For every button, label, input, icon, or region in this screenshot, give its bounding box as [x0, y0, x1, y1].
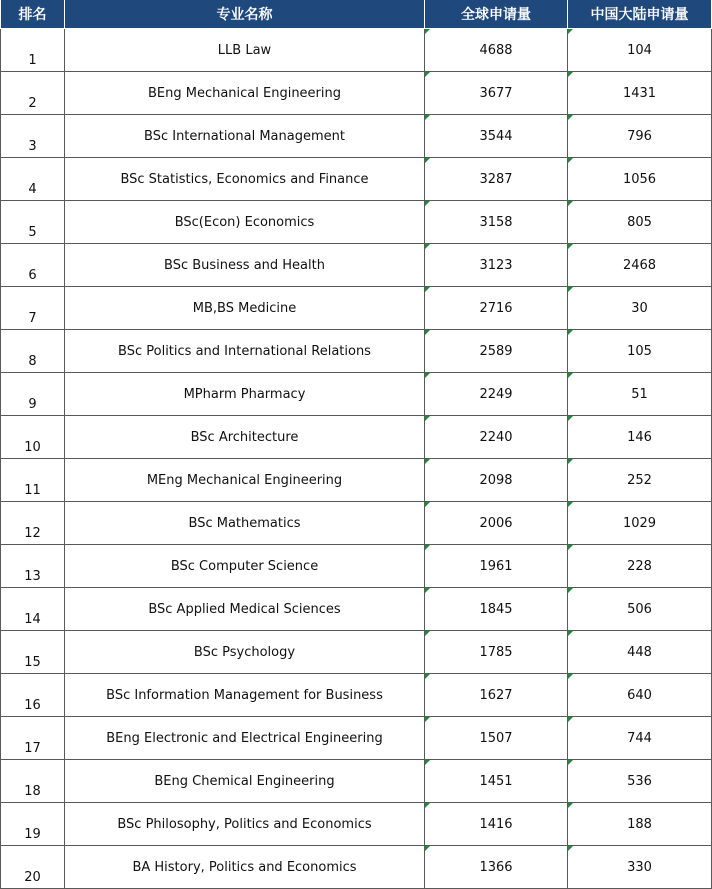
major-name-cell: BSc Applied Medical Sciences	[65, 588, 425, 631]
rank-cell: 7	[1, 287, 65, 330]
rank-cell: 4	[1, 158, 65, 201]
table-row	[1, 287, 712, 330]
table-row	[1, 244, 712, 287]
table-row	[1, 72, 712, 115]
rank-cell: 5	[1, 201, 65, 244]
rank-cell: 18	[1, 760, 65, 803]
global-applications-cell: 4688	[425, 29, 568, 72]
global-applications-cell: 2716	[425, 287, 568, 330]
global-applications-cell: 1961	[425, 545, 568, 588]
major-name-cell: BSc Mathematics	[65, 502, 425, 545]
major-name-cell: MPharm Pharmacy	[65, 373, 425, 416]
major-name-cell: MB,BS Medicine	[65, 287, 425, 330]
rank-cell: 20	[1, 846, 65, 889]
rank-cell: 9	[1, 373, 65, 416]
rank-cell: 19	[1, 803, 65, 846]
rank-cell: 3	[1, 115, 65, 158]
table-row	[1, 717, 712, 760]
major-name-cell: BEng Chemical Engineering	[65, 760, 425, 803]
table-row	[1, 330, 712, 373]
china-applications-cell: 146	[568, 416, 712, 459]
china-applications-cell: 51	[568, 373, 712, 416]
china-applications-cell: 536	[568, 760, 712, 803]
china-applications-cell: 506	[568, 588, 712, 631]
major-name-cell: LLB Law	[65, 29, 425, 72]
table-row	[1, 502, 712, 545]
table-row	[1, 201, 712, 244]
header-row	[1, 0, 712, 29]
global-applications-cell: 1416	[425, 803, 568, 846]
china-applications-cell: 448	[568, 631, 712, 674]
table-row	[1, 158, 712, 201]
china-applications-cell: 105	[568, 330, 712, 373]
global-applications-cell: 2006	[425, 502, 568, 545]
rank-cell: 11	[1, 459, 65, 502]
china-applications-cell: 796	[568, 115, 712, 158]
table-row	[1, 760, 712, 803]
china-applications-cell: 188	[568, 803, 712, 846]
table-row	[1, 846, 712, 889]
major-name-cell: BSc Information Management for Business	[65, 674, 425, 717]
header-china-applications: 中国大陆申请量	[568, 0, 712, 29]
table-body	[1, 29, 712, 889]
china-applications-cell: 228	[568, 545, 712, 588]
rank-cell: 17	[1, 717, 65, 760]
table-row	[1, 803, 712, 846]
global-applications-cell: 3677	[425, 72, 568, 115]
table-row	[1, 29, 712, 72]
major-name-cell: BSc International Management	[65, 115, 425, 158]
table-row	[1, 115, 712, 158]
major-name-cell: MEng Mechanical Engineering	[65, 459, 425, 502]
major-name-cell: BEng Electronic and Electrical Engineering	[65, 717, 425, 760]
china-applications-cell: 744	[568, 717, 712, 760]
major-name-cell: BEng Mechanical Engineering	[65, 72, 425, 115]
major-name-cell: BA History, Politics and Economics	[65, 846, 425, 889]
china-applications-cell: 640	[568, 674, 712, 717]
rank-cell: 14	[1, 588, 65, 631]
table-row	[1, 588, 712, 631]
global-applications-cell: 1366	[425, 846, 568, 889]
rank-cell: 8	[1, 330, 65, 373]
china-applications-cell: 104	[568, 29, 712, 72]
china-applications-cell: 1029	[568, 502, 712, 545]
rank-cell: 6	[1, 244, 65, 287]
global-applications-cell: 3123	[425, 244, 568, 287]
rank-cell: 10	[1, 416, 65, 459]
major-name-cell: BSc Politics and International Relations	[65, 330, 425, 373]
global-applications-cell: 2240	[425, 416, 568, 459]
china-applications-cell: 805	[568, 201, 712, 244]
table-row	[1, 631, 712, 674]
major-name-cell: BSc Statistics, Economics and Finance	[65, 158, 425, 201]
major-name-cell: BSc Psychology	[65, 631, 425, 674]
global-applications-cell: 1785	[425, 631, 568, 674]
rank-cell: 15	[1, 631, 65, 674]
major-name-cell: BSc Philosophy, Politics and Economics	[65, 803, 425, 846]
china-applications-cell: 330	[568, 846, 712, 889]
major-name-cell: BSc Architecture	[65, 416, 425, 459]
global-applications-cell: 2249	[425, 373, 568, 416]
global-applications-cell: 2098	[425, 459, 568, 502]
global-applications-cell: 2589	[425, 330, 568, 373]
rank-cell: 12	[1, 502, 65, 545]
global-applications-cell: 3158	[425, 201, 568, 244]
china-applications-cell: 252	[568, 459, 712, 502]
table-row	[1, 545, 712, 588]
header-major-name: 专业名称	[65, 0, 425, 29]
major-name-cell: BSc(Econ) Economics	[65, 201, 425, 244]
rank-cell: 16	[1, 674, 65, 717]
china-applications-cell: 30	[568, 287, 712, 330]
china-applications-cell: 2468	[568, 244, 712, 287]
global-applications-cell: 3287	[425, 158, 568, 201]
global-applications-cell: 3544	[425, 115, 568, 158]
table-row	[1, 373, 712, 416]
table-row	[1, 459, 712, 502]
rank-cell: 13	[1, 545, 65, 588]
table-row	[1, 674, 712, 717]
global-applications-cell: 1507	[425, 717, 568, 760]
china-applications-cell: 1056	[568, 158, 712, 201]
header-rank: 排名	[1, 0, 65, 29]
table-row	[1, 416, 712, 459]
global-applications-cell: 1451	[425, 760, 568, 803]
global-applications-cell: 1627	[425, 674, 568, 717]
major-name-cell: BSc Business and Health	[65, 244, 425, 287]
major-name-cell: BSc Computer Science	[65, 545, 425, 588]
header-global-applications: 全球申请量	[425, 0, 568, 29]
rank-cell: 1	[1, 29, 65, 72]
global-applications-cell: 1845	[425, 588, 568, 631]
rank-cell: 2	[1, 72, 65, 115]
china-applications-cell: 1431	[568, 72, 712, 115]
